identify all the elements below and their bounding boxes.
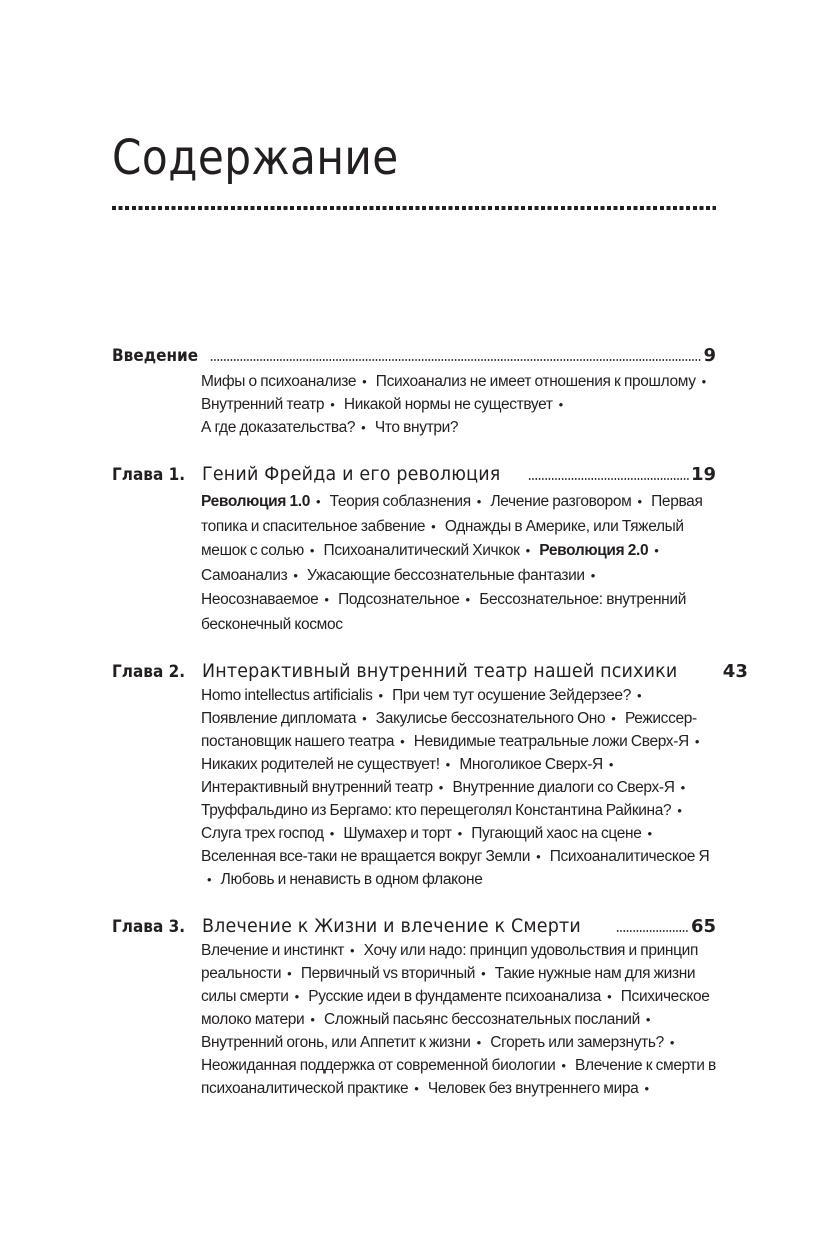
page-number: 43	[722, 661, 748, 682]
bullet-separator-icon: •	[330, 397, 335, 412]
topic: Сгореть или замерзнуть?	[490, 1034, 664, 1051]
bullet-separator-icon: •	[636, 688, 642, 703]
bullet-separator-icon: •	[644, 1081, 649, 1096]
bullet-separator-icon: •	[590, 567, 595, 583]
topic: Бессознательное: внутренний бесконечный космос	[201, 591, 687, 633]
topic: Никаких родителей не существует!	[201, 756, 440, 773]
bullet-separator-icon: •	[362, 711, 367, 726]
bullet-separator-icon: •	[476, 1035, 481, 1050]
dot-leader	[528, 478, 688, 480]
topic: Неосознаваемое	[201, 591, 319, 608]
topic: Ужасающие бессознательные фантазии	[307, 566, 585, 584]
topic: Труффальдино из Бергамо: кто перещеголял Константина Райкина?	[201, 802, 672, 819]
bullet-separator-icon: •	[607, 989, 612, 1004]
topic: Психическое молоко матери	[201, 988, 710, 1028]
bullet-separator-icon: •	[315, 494, 321, 509]
bullet-separator-icon: •	[558, 397, 563, 412]
toc-entry-heading	[112, 915, 716, 937]
topic: Неожиданная поддержка от современной биологии	[201, 1057, 556, 1074]
toc-entry-chapter-2[interactable]	[112, 660, 748, 891]
topic: Однажды в Америке, или Тяжелый мешок с солью	[201, 517, 684, 559]
topic: Влечение и инстинкт	[201, 942, 344, 959]
topic: Подсознательное	[338, 591, 460, 608]
dotted-rule-divider	[112, 206, 716, 210]
bullet-separator-icon: •	[608, 757, 614, 772]
topic: Пугающий хаос на сцене	[471, 825, 642, 842]
topic: При чем тут осушение Зейдерзее?	[392, 687, 631, 704]
topic: А где доказательства?	[201, 419, 356, 436]
bullet-separator-icon: •	[294, 989, 299, 1004]
topic: Психоаналитическое Я	[549, 848, 710, 865]
topic: Невидимые театральные ложи Сверх-Я	[413, 733, 689, 750]
toc-entry-chapter-1[interactable]	[112, 463, 716, 637]
bullet-separator-icon: •	[431, 518, 436, 534]
bullet-separator-icon: •	[207, 872, 212, 887]
topic-list	[201, 490, 716, 637]
page-title: Содержание	[112, 130, 399, 186]
bullet-separator-icon: •	[645, 1012, 651, 1027]
topic-list	[201, 370, 716, 439]
bullet-separator-icon: •	[476, 494, 481, 509]
topic: Что внутри?	[374, 419, 459, 436]
topic-section-heading: Революция 2.0	[539, 542, 649, 559]
bullet-separator-icon: •	[400, 734, 405, 749]
bullet-separator-icon: •	[701, 374, 706, 389]
bullet-separator-icon: •	[611, 711, 616, 726]
bullet-separator-icon: •	[561, 1058, 566, 1073]
topic: Психоанализ не имеет отношения к прошлому	[375, 373, 696, 390]
toc-entry-intro[interactable]	[112, 345, 716, 439]
toc-entry-heading	[112, 345, 716, 366]
bullet-separator-icon: •	[287, 966, 292, 981]
chapter-title: Влечение к Жизни и влечение к Смерти	[202, 915, 581, 937]
topic: Homo intellectus artificialis	[201, 687, 373, 704]
topic-section-heading: Революция 1.0	[201, 493, 310, 510]
topic: Внутренние диалоги со Сверх-Я	[452, 779, 675, 796]
bullet-separator-icon: •	[669, 1035, 675, 1050]
topic: Мифы о психоанализе	[201, 373, 357, 390]
bullet-separator-icon: •	[465, 592, 470, 607]
chapter-title: Интерактивный внутренний театр нашей психики	[202, 660, 678, 682]
chapter-label: Глава 3.	[112, 917, 186, 937]
chapter-title: Гений Фрейда и его революция	[202, 463, 501, 485]
bullet-separator-icon: •	[438, 780, 443, 795]
toc-entry-heading	[112, 660, 748, 682]
topic: Сложный пасьянс бессознательных посланий	[324, 1011, 640, 1028]
topic: Слуга трех господ	[201, 825, 324, 842]
topic: Многоликое Сверх-Я	[459, 756, 603, 773]
topic-list	[201, 939, 716, 1100]
topic: Влечение к смерти в психоаналитической практике	[201, 1057, 716, 1097]
bullet-separator-icon: •	[414, 1081, 419, 1096]
topic: Русские идеи в фундаменте психоанализа	[308, 988, 602, 1005]
table-of-contents	[112, 345, 748, 1100]
topic: Шумахер и торт	[343, 825, 452, 842]
page-number: 9	[703, 345, 716, 366]
chapter-label: Глава 1.	[112, 465, 186, 485]
bullet-separator-icon: •	[324, 592, 329, 607]
topic: Лечение разговором	[490, 493, 632, 510]
bullet-separator-icon: •	[457, 826, 462, 841]
topic: Психоаналитический Хичкок	[323, 542, 520, 559]
toc-entry-chapter-3[interactable]	[112, 915, 716, 1100]
bullet-separator-icon: •	[647, 826, 652, 841]
topic: Первая топика и спасительное забвение	[201, 493, 703, 535]
dot-leader	[210, 359, 702, 361]
topic: Первичный vs вторичный	[300, 965, 476, 982]
topic: Любовь и ненависть в одном флаконе	[220, 871, 483, 888]
bullet-separator-icon: •	[329, 826, 334, 841]
chapter-list	[112, 463, 748, 1100]
topic: Внутренний театр	[201, 396, 325, 413]
bullet-separator-icon: •	[362, 374, 367, 389]
topic: Появление дипломата	[201, 710, 357, 727]
topic: Такие нужные нам для жизни силы смерти	[201, 965, 696, 1005]
bullet-separator-icon: •	[309, 543, 315, 558]
bullet-separator-icon: •	[654, 543, 659, 558]
chapter-label: Глава 2.	[112, 662, 186, 682]
topic: Внутренний огонь, или Аппетит к жизни	[201, 1034, 471, 1051]
topic: Режиссер-постановщик нашего театра	[201, 710, 697, 750]
topic-list	[201, 684, 716, 891]
topic: Самоанализ	[201, 566, 288, 584]
page-number: 65	[690, 916, 716, 937]
bullet-separator-icon: •	[694, 734, 700, 749]
toc-entry-heading	[112, 463, 716, 485]
bullet-separator-icon: •	[293, 567, 298, 583]
topic: Человек без внутреннего мира	[427, 1080, 639, 1097]
dot-leader	[616, 930, 689, 932]
entry-label: Введение	[112, 346, 199, 366]
bullet-separator-icon: •	[349, 943, 355, 958]
topic: Закулисье бессознательного Оно	[375, 710, 606, 727]
topic: Никакой нормы не существует	[343, 396, 553, 413]
bullet-separator-icon: •	[680, 780, 685, 795]
bullet-separator-icon: •	[481, 966, 486, 981]
bullet-separator-icon: •	[677, 803, 682, 818]
bullet-separator-icon: •	[445, 757, 450, 772]
topic: Интерактивный внутренний театр	[201, 779, 433, 796]
bullet-separator-icon: •	[361, 420, 366, 435]
bullet-separator-icon: •	[525, 543, 530, 558]
page-number: 19	[690, 464, 716, 485]
topic: Вселенная все-таки не вращается вокруг Земли	[201, 848, 531, 865]
bullet-separator-icon: •	[637, 494, 642, 509]
topic: Теория соблазнения	[329, 493, 471, 510]
bullet-separator-icon: •	[378, 688, 383, 703]
bullet-separator-icon: •	[536, 849, 541, 864]
topic: Хочу или надо: принцип удовольствия и принцип реальности	[201, 942, 699, 982]
bullet-separator-icon: •	[310, 1012, 315, 1027]
